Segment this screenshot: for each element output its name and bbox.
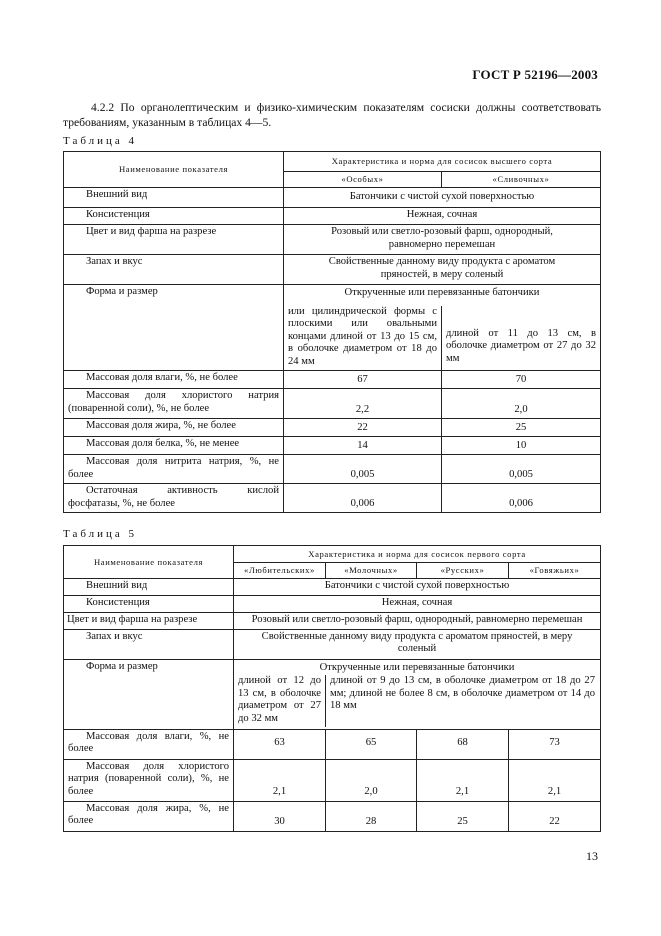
table-4-row-label: Форма и размер [64,285,284,371]
table-5-value: 28 [326,801,417,831]
table-4-value: 14 [284,437,442,455]
table-5-value: 2,1 [234,759,326,801]
table-4-row-label: Массовая доля хлористого натрия (поваренной соли), %, не более [64,389,284,419]
table-5-shape-common: Открученные или перевязанные батончики [319,661,515,673]
table-4-row-label: Цвет и вид фарша на разрезе [64,225,284,255]
table-5-row-label: Цвет и вид фарша на разрезе [64,612,234,629]
table-5-value: 2,0 [326,759,417,801]
table-4-shape-osobykh: или цилиндрической формы с плоскими или овальными концами длиной от 13 до 15 см, в оболочке диаметром от 18 до 24 мм [284,306,442,371]
table-4-row-label: Массовая доля нитрита натрия, %, не более [64,455,284,484]
table-4-group-header: Характеристика и норма для сосисок высшего сорта [284,152,601,172]
table-5-row-label: Запах и вкус [64,629,234,659]
table-5-row-value: Свойственные данному виду продукта с ароматом пряностей, в меру соленый [234,629,601,659]
table-5-shape-cell [234,659,601,729]
table-4-row-value: Батончики с чистой сухой поверхностью [284,188,601,208]
table-4-row-label: Запах и вкус [64,255,284,285]
table-5-value: 68 [417,729,509,759]
table-5-value: 25 [417,801,509,831]
table-5-row-value: Розовый или светло-розовый фарш, однородный, равномерно перемешан [234,612,601,629]
table-5-value: 65 [326,729,417,759]
table-5 [63,545,601,832]
table-4-shape-cell [284,285,601,371]
table-5-row-label: Внешний вид [64,578,234,595]
table-5-row-value: Нежная, сочная [234,595,601,612]
table-4-value: 2,0 [442,389,601,419]
intro-paragraph: 4.2.2 По органолептическим и физико-химическим показателям сосиски должны соответствовать требованиям, указанным в таблицах 4—5. [63,101,601,129]
table-5-row-label: Массовая доля жира, %, не более [64,801,234,831]
table-4 [63,151,601,513]
table-5-row-label: Массовая доля влаги, %, не более [64,729,234,759]
table-5-value: 30 [234,801,326,831]
table-4-value: 10 [442,437,601,455]
table-5-caption: Таблица 5 [63,528,138,540]
table-4-shape-common: Открученные или перевязанные батончики [344,287,540,298]
table-4-shape-slivochnykh: длиной от 11 до 13 см, в оболочке диаметром от 27 до 32 мм [446,327,596,364]
table-5-sub-govyazhikh: «Говяжьих» [509,563,601,579]
table-5-row-label: Массовая доля хлористого натрия (поваренной соли), %, не более [64,759,234,801]
table-4-value: 0,005 [284,455,442,484]
table-4-sub-osobykh: «Особых» [284,172,442,188]
table-4-sub-slivochnykh: «Сливочных» [442,172,601,188]
table-5-shape-lyubitelskikh: длиной от 12 до 13 см, в оболочке диаметром от 27 до 32 мм [234,675,326,727]
table-4-row-label: Массовая доля белка, %, не менее [64,437,284,455]
table-4-value: 70 [442,371,601,389]
table-5-sub-molochnykh: «Молочных» [326,563,417,579]
table-5-group-header: Характеристика и норма для сосисок первого сорта [234,546,601,563]
table-4-value: 0,006 [284,484,442,513]
table-5-row-label: Консистенция [64,595,234,612]
table-4-value: 25 [442,419,601,437]
table-5-col-name: Наименование показателя [64,546,234,579]
document-code: ГОСТ Р 52196—2003 [472,67,598,82]
table-5-value: 22 [509,801,601,831]
table-5-sub-lyubitelskikh: «Любительских» [234,563,326,579]
table-4-row-label: Консистенция [64,208,284,225]
table-4-row-label: Массовая доля влаги, %, не более [64,371,284,389]
table-5-value: 63 [234,729,326,759]
table-4-row-value: Нежная, сочная [284,208,601,225]
table-4-value: 67 [284,371,442,389]
table-4-col-name: Наименование показателя [64,152,284,188]
table-4-value: 0,006 [442,484,601,513]
page-number: 13 [586,849,598,863]
table-4-row-value: Розовый или светло-розовый фарш, однородный, равномерно перемешан [284,225,601,255]
table-4-caption: Таблица 4 [63,135,138,147]
table-5-value: 73 [509,729,601,759]
table-5-row-label: Форма и размер [64,659,234,729]
table-4-row-label: Внешний вид [64,188,284,208]
table-5-shape-others: длиной от 9 до 13 см, в оболочке диаметром от 18 до 27 мм; длиной не более 8 см, в оболочке диаметром от 14 до 18 мм [330,675,595,711]
table-4-row-label: Остаточная активность кислой фосфатазы, %, не более [64,484,284,513]
table-5-row-value: Батончики с чистой сухой поверхностью [234,578,601,595]
table-5-value: 2,1 [417,759,509,801]
table-4-row-label: Массовая доля жира, %, не более [64,419,284,437]
table-4-value: 2,2 [284,389,442,419]
table-4-row-value: Свойственные данному виду продукта с ароматом пряностей, в меру соленый [284,255,601,285]
table-4-value: 0,005 [442,455,601,484]
table-5-value: 2,1 [509,759,601,801]
table-4-value: 22 [284,419,442,437]
table-5-sub-russkikh: «Русских» [417,563,509,579]
